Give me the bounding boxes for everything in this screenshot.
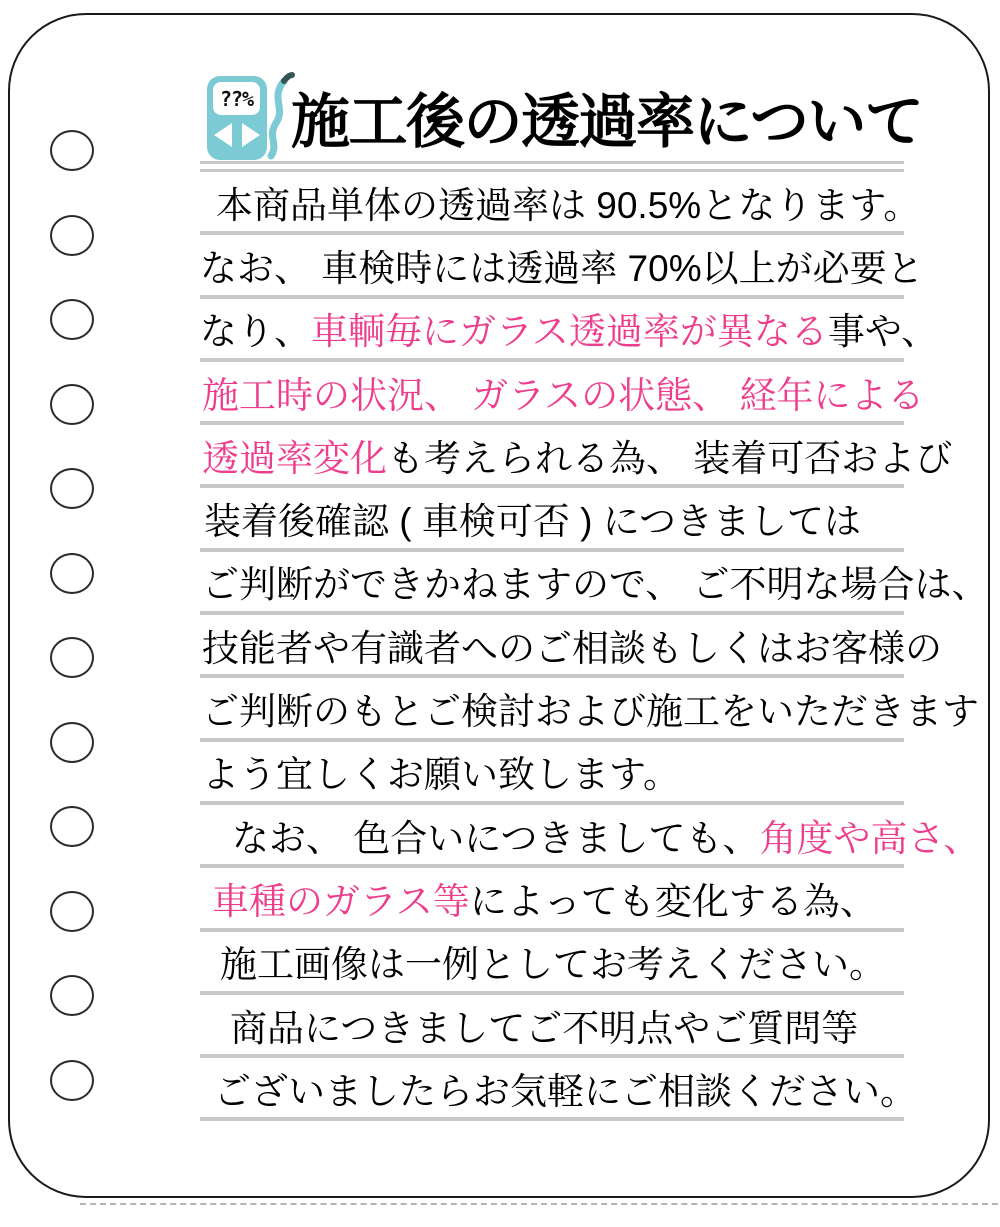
text-segment: ご判断ができかねますので、 ご不明な場合は、 [202,564,989,606]
text-segment: なお、 車検時には透過率 70%以上が必要と [200,247,924,289]
arrow-left-icon [214,123,232,147]
page-title: 施工後の透過率について [291,89,923,155]
text-line [200,425,953,488]
punch-hole [50,553,94,594]
text-segment: なり、 [200,311,311,353]
punch-hole [50,215,94,256]
text-segment: 技能者や有識者へのご相談もしくはお客様の [202,627,942,669]
text-segment: 商品につきましてご不明点やご質問等 [230,1007,859,1049]
text-segment: も考えられる為、 装着可否および [387,437,953,479]
text-segment: 事や、 [827,311,939,353]
text-segment: ご判断のもとご検討および施工をいただきます [202,691,979,733]
text-line [200,235,924,298]
text-segment: ございましたらお気軽にご相談ください。 [214,1070,917,1112]
text-segment: 本商品単体の透過率は 90.5%となります。 [216,184,921,226]
text-segment: よう宜しくお願い致します。 [202,754,681,796]
punch-hole [50,975,94,1016]
text-segment: なお、 色合いにつきましても、 [232,817,760,859]
text-segment: 施工時の状況、 ガラスの状態、 経年による [202,374,925,416]
meter-screen [213,82,260,115]
text-segment: 透過率変化 [202,437,387,479]
meter-screen-text: ??% [219,86,254,111]
text-line [200,299,939,362]
text-line [200,552,989,615]
text-line [200,1058,917,1121]
text-line [200,362,925,425]
text-segment: 車種のガラス等 [212,880,470,922]
text-segment: 車輌毎にガラス透過率が異なる [311,311,828,353]
text-line [200,995,904,1058]
text-segment: によっても変化する為、 [469,880,877,922]
punch-hole [50,468,94,509]
text-segment: 施工画像は一例としてお考えください。 [220,944,886,986]
text-line [200,805,981,868]
text-line [200,742,904,805]
text-line [200,678,979,741]
punch-hole [50,299,94,340]
text-line [200,488,904,551]
punch-hole [50,806,94,847]
bottom-cut-line [80,1203,998,1205]
text-line [200,868,904,931]
text-segment: 装着後確認 ( 車検可否 ) につきましては [204,501,862,543]
punch-hole [50,384,94,425]
body-text [200,172,989,1121]
punch-hole [50,637,94,678]
punch-hole [50,722,94,763]
text-line [200,932,904,995]
title-divider [200,161,904,164]
text-line [200,615,942,678]
text-segment: 角度や高さ、 [759,817,981,859]
punch-hole [50,1060,94,1101]
punch-hole [50,891,94,932]
text-line [200,172,921,235]
punch-hole [50,130,94,171]
